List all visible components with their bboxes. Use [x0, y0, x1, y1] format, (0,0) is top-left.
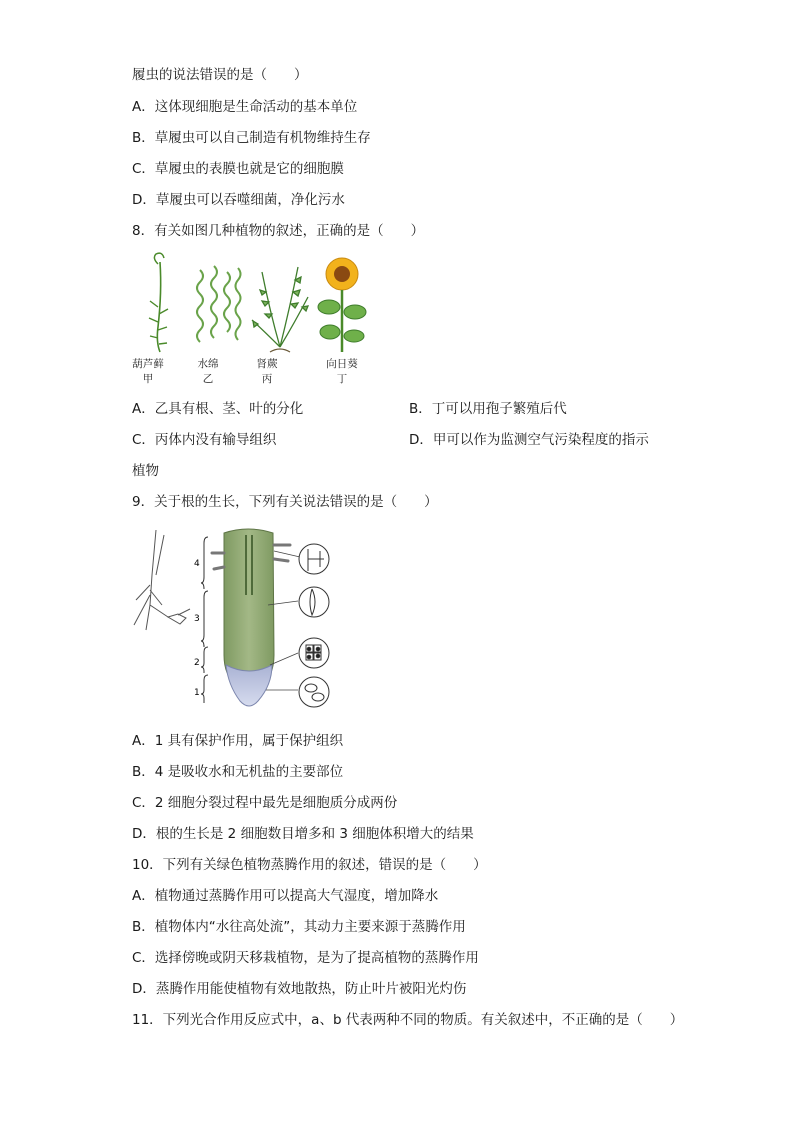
q7-option-a: A．这体现细胞是生命活动的基本单位	[132, 99, 358, 115]
q9-root-figure	[128, 525, 340, 717]
moss-illustration	[149, 253, 168, 352]
root-cap	[226, 665, 272, 706]
plant-tag-jia: 甲	[142, 373, 154, 385]
q8-option-a: A．乙具有根、茎、叶的分化	[132, 401, 304, 417]
q7-option-c: C．草履虫的表膜也就是它的细胞膜	[132, 161, 344, 177]
zone-label-2: 2	[194, 658, 200, 668]
q9-option-a: A．1 具有保护作用，属于保护组织	[132, 733, 344, 749]
q8-option-c: C．丙体内没有输导组织	[132, 432, 277, 448]
q8-option-d: D．甲可以作为监测空气污染程度的指示	[409, 432, 649, 448]
q9-option-c: C．2 细胞分裂过程中最先是细胞质分成两份	[132, 795, 398, 811]
plant-tag-yi: 乙	[202, 373, 214, 385]
q8-option-b: B．丁可以用孢子繁殖后代	[409, 401, 567, 417]
q10-option-d: D．蒸腾作用能使植物有效地散热，防止叶片被阳光灼伤	[132, 981, 467, 997]
zone-brackets	[201, 537, 208, 703]
q8-plant-figure	[130, 252, 380, 387]
q10-option-b: B．植物体内“水往高处流”，其动力主要来源于蒸腾作用	[132, 919, 466, 935]
plant-name-fern: 肾蕨	[256, 358, 278, 370]
root-tip-illustration	[128, 525, 340, 717]
plant-name-sunflower: 向日葵	[326, 358, 358, 370]
zone-label-1: 1	[194, 688, 200, 698]
q10-option-a: A．植物通过蒸腾作用可以提高大气湿度，增加降水	[132, 888, 439, 904]
q7-option-b: B．草履虫可以自己制造有机物维持生存	[132, 130, 371, 146]
plant-name-moss: 葫芦藓	[132, 358, 164, 370]
fern-illustration	[252, 267, 308, 352]
q11-stem: 11．下列光合作用反应式中，a、b 代表两种不同的物质。有关叙述中，不正确的是（ ）	[132, 1012, 684, 1028]
q10-stem: 10．下列有关绿色植物蒸腾作用的叙述，错误的是（ ）	[132, 857, 487, 873]
q7-stem-tail: 履虫的说法错误的是（ ）	[132, 67, 308, 83]
zone-label-4: 4	[194, 559, 200, 569]
plant-name-spirogyra: 水绵	[197, 358, 219, 370]
q7-option-d: D．草履虫可以吞噬细菌，净化污水	[132, 192, 345, 208]
seedling-sketch	[134, 530, 190, 630]
plant-tag-bing: 丙	[261, 373, 273, 385]
spirogyra-illustration	[197, 266, 241, 342]
cell-detail-circles	[299, 544, 329, 707]
root-body	[224, 529, 274, 685]
q10-option-c: C．选择傍晚或阴天移栽植物，是为了提高植物的蒸腾作用	[132, 950, 479, 966]
plant-tag-ding: 丁	[336, 373, 348, 385]
q8-option-d-wrap: 植物	[132, 463, 159, 479]
sunflower-illustration	[318, 258, 366, 352]
q9-option-b: B．4 是吸收水和无机盐的主要部位	[132, 764, 344, 780]
plant-illustrations	[130, 252, 380, 357]
q9-stem: 9．关于根的生长，下列有关说法错误的是（ ）	[132, 494, 438, 510]
q8-stem: 8．有关如图几种植物的叙述，正确的是（ ）	[132, 223, 425, 239]
zone-label-3: 3	[194, 614, 200, 624]
q9-option-d: D．根的生长是 2 细胞数目增多和 3 细胞体积增大的结果	[132, 826, 474, 842]
